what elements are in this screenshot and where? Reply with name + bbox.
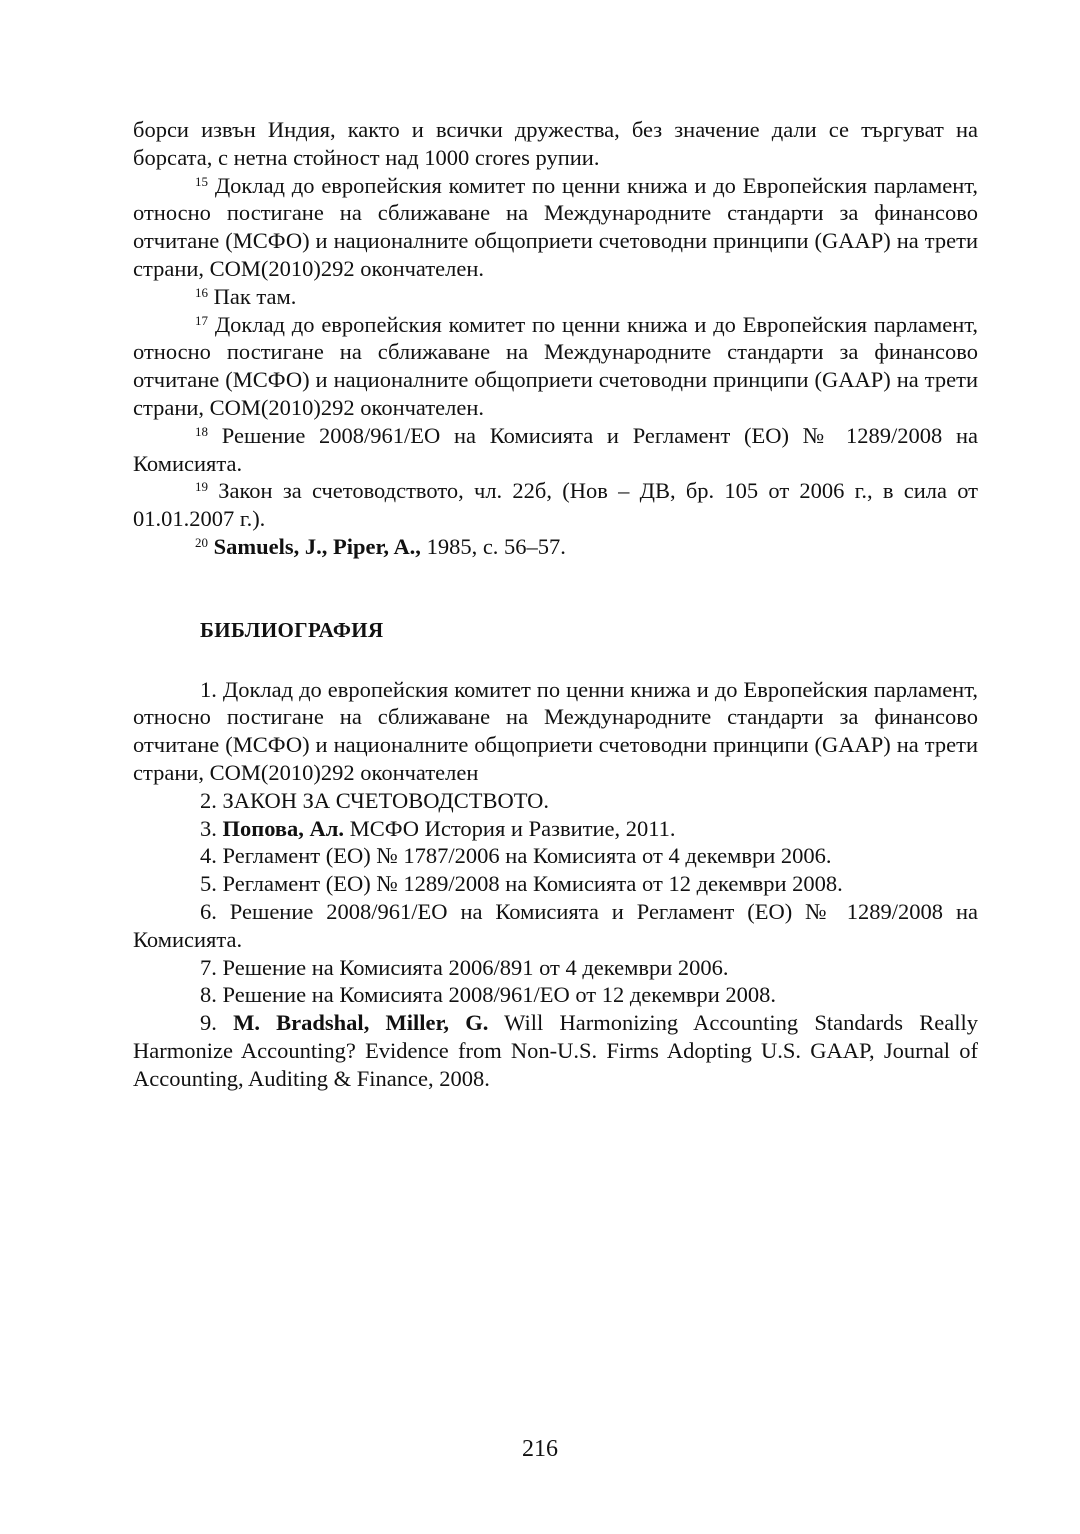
bibliography-item-text: Will Harmonizing Accounting Standards Really Harmonize Accounting? Evidence from Non-U.S. Firms Adopting U.S. GAAP, Journal of Accounting, Auditing & Finance, 2008.: [133, 1010, 979, 1091]
bibliography-item: [133, 898, 978, 954]
footnote-number: 16: [195, 284, 208, 300]
bibliography-item: [133, 815, 978, 843]
bibliography-item: [133, 787, 978, 815]
bibliography-item-number: 6.: [200, 898, 217, 924]
bibliography-item: [133, 842, 978, 870]
bibliography-item-number: 1.: [200, 676, 217, 702]
bibliography-item-number: 7.: [200, 954, 217, 980]
bibliography-list: [133, 676, 978, 1093]
bibliography-item-text: МСФО История и Развитие, 2011.: [344, 815, 676, 841]
bibliography-item: [133, 1009, 978, 1092]
bibliography-item-number: 4.: [200, 843, 217, 869]
footnote-19: [133, 477, 978, 533]
bibliography-item-number: 5.: [200, 871, 217, 897]
footnote-text: 1985, с. 56–57.: [420, 533, 566, 559]
footnote-text: Закон за счетоводството, чл. 22б, (Нов – ДВ, бр. 105 от 2006 г., в сила от 01.01.2007 г.).: [133, 478, 978, 532]
bibliography-item: [133, 954, 978, 982]
bibliography-item: [133, 676, 978, 787]
footnote-number: 18: [195, 423, 208, 439]
footnote-number: 20: [195, 534, 208, 550]
footnote-text: Доклад до европейския комитет по ценни книжа и до Европейския парламент, относно постигане на сближаване на Международните стандарти за финансово отчитане (МСФО) и националните общоприети счетоводни принципи (GAAP) на трети страни, COM(2010)292 окончателен.: [133, 172, 978, 281]
footnote-text: Доклад до европейския комитет по ценни книжа и до Европейския парламент, относно постигане на сближаване на Международните стандарти за финансово отчитане (МСФО) и националните общоприети счетоводни принципи (GAAP) на трети страни, COM(2010)292 окончателен.: [133, 311, 978, 420]
bibliography-item-number: 9.: [200, 1010, 217, 1036]
footnote-20: [133, 533, 978, 561]
footnote-text: Пак там.: [213, 283, 297, 309]
bibliography-heading: БИБЛИОГРАФИЯ: [200, 617, 384, 642]
bibliography-item-number: 2.: [200, 787, 217, 813]
footnote-continuation: борси извън Индия, както и всички дружества, без значение дали се търгуват на борсата, с нетна стойност над 1000 crores рупии.: [133, 117, 978, 170]
bibliography-item-text: Доклад до европейския комитет по ценни книжа и до Европейския парламент, относно постигане на сближаване на Международните стандарти за финансово отчитане (МСФО) и националните общоприети счетоводни принципи (GAAP) на трети страни, COM(2010)292 окончателен: [133, 676, 978, 785]
footnote-author: Samuels, J., Piper, A.,: [213, 533, 421, 559]
bibliography-item-text: Регламент (ЕО) № 1787/2006 на Комисията от 4 декември 2006.: [222, 843, 832, 869]
bibliography-item-text: ЗАКОН ЗА СЧЕТОВОДСТВОТО.: [222, 787, 550, 813]
footnotes-section: [133, 116, 978, 561]
bibliography-item: [133, 981, 978, 1009]
bibliography-item: [133, 870, 978, 898]
footnote-text: Решение 2008/961/ЕО на Комисията и Регламент (ЕО) № 1289/2008 на Комисията.: [133, 422, 979, 476]
bibliography-item-number: 8.: [200, 982, 217, 1008]
footnote-18: [133, 422, 978, 478]
bibliography-item-text: Решение на Комисията 2008/961/ЕО от 12 декември 2008.: [222, 982, 777, 1008]
footnote-15: [133, 172, 978, 283]
bibliography-item-number: 3.: [200, 815, 217, 841]
bibliography-item-author: Попова, Ал.: [222, 815, 345, 841]
bibliography-item-text: Решение на Комисията 2006/891 от 4 декември 2006.: [222, 954, 729, 980]
page-number: 216: [522, 1436, 558, 1462]
footnote-17: [133, 311, 978, 422]
footnote-number: 17: [195, 312, 208, 328]
footnote-number: 15: [195, 173, 208, 189]
bibliography-item-text: Решение 2008/961/ЕО на Комисията и Регламент (ЕО) № 1289/2008 на Комисията.: [133, 898, 979, 952]
bibliography-section: [133, 617, 978, 1093]
bibliography-item-text: Регламент (ЕО) № 1289/2008 на Комисията от 12 декември 2008.: [222, 871, 843, 897]
footnote-number: 19: [195, 479, 208, 495]
footnote-16: [133, 283, 978, 311]
bibliography-item-author: M. Bradshal, Miller, G.: [233, 1010, 489, 1036]
page-body: [133, 116, 978, 1093]
